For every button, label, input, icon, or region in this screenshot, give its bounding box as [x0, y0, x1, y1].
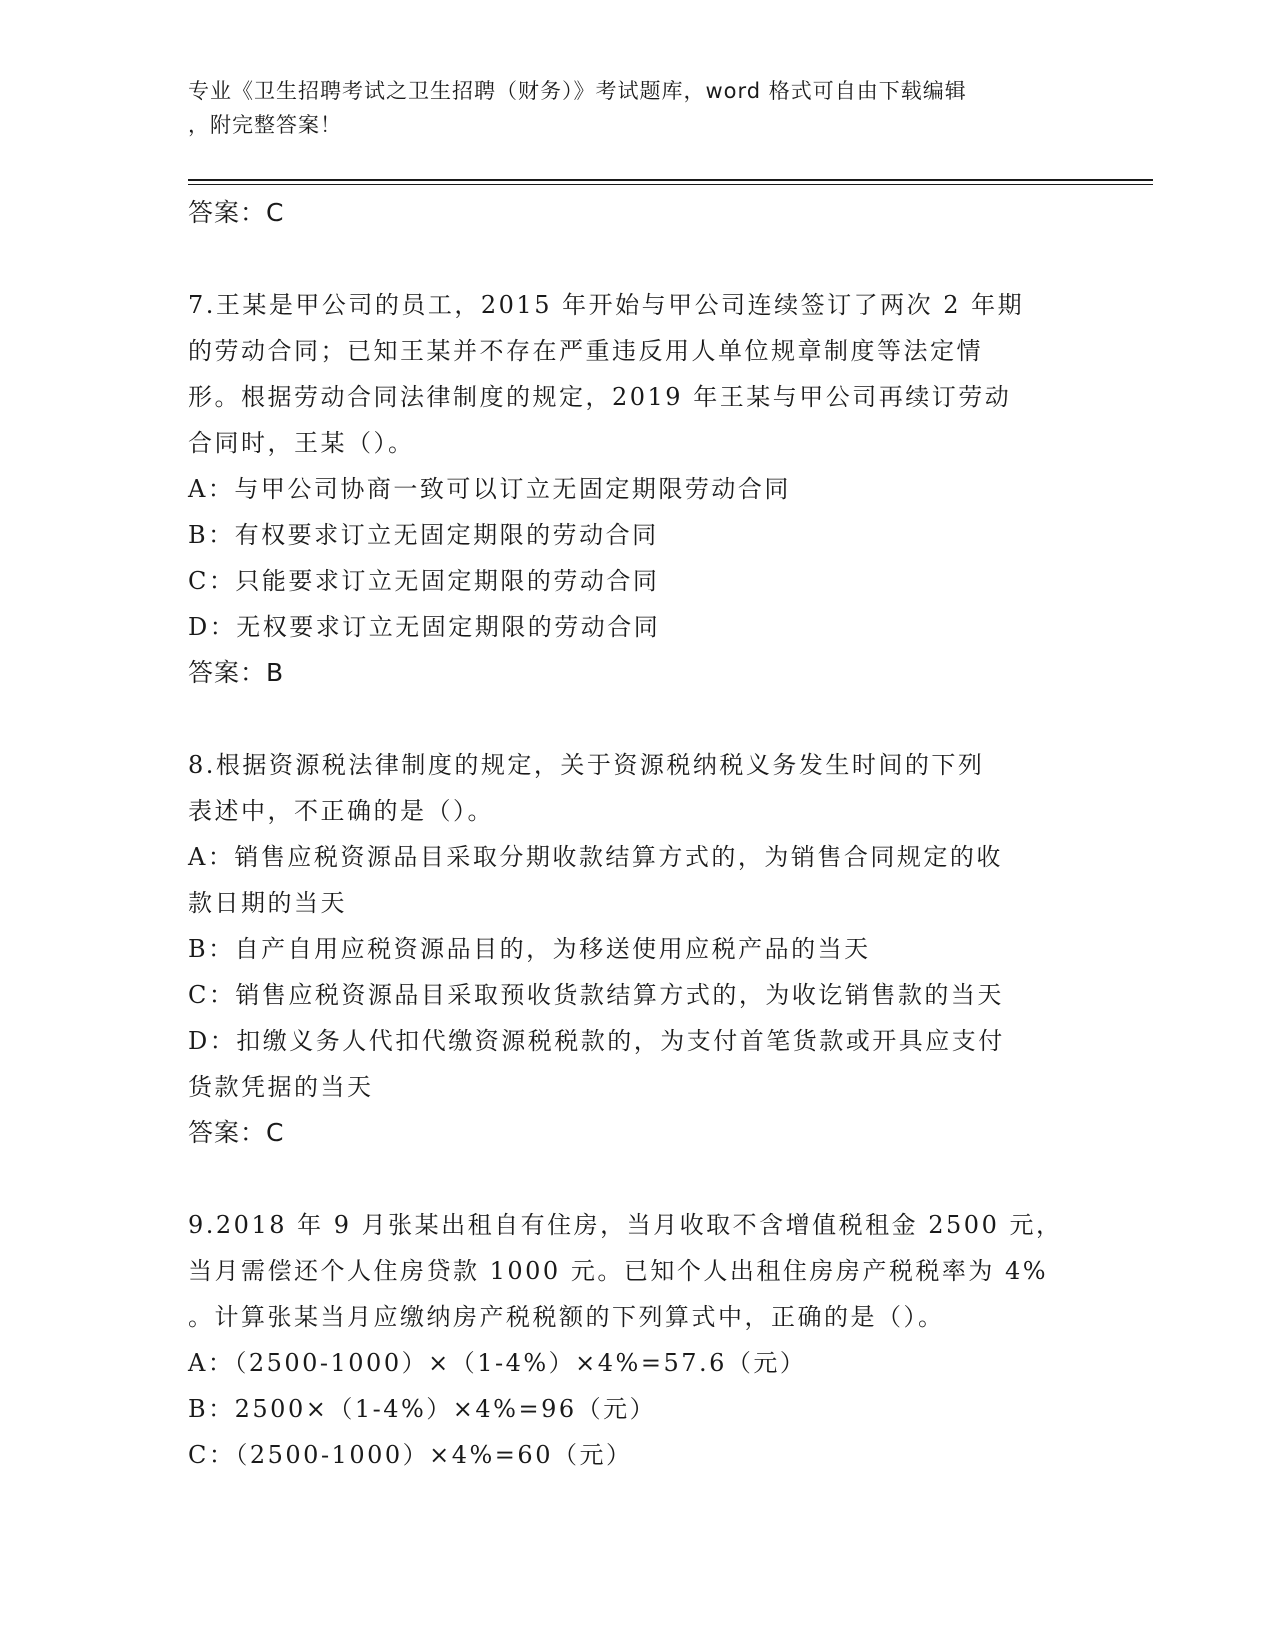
question-content — [188, 190, 1088, 1478]
question-text-line: 当月需偿还个人住房贷款 1000 元。已知个人出租住房房产税税率为 4% — [188, 1257, 1049, 1285]
question-7 — [188, 282, 1088, 696]
question-text-line: 。计算张某当月应缴纳房产税税额的下列算式中，正确的是（）。 — [188, 1303, 945, 1331]
question-text-line: 7.王某是甲公司的员工，2015 年开始与甲公司连续签订了两次 2 年期 — [188, 291, 1025, 319]
header-line: ，附完整答案！ — [188, 113, 342, 137]
question-text-line: 8.根据资源税法律制度的规定，关于资源税纳税义务发生时间的下列 — [188, 751, 985, 779]
option-b: B：有权要求订立无固定期限的劳动合同 — [188, 521, 659, 549]
header-line: 专业《卫生招聘考试之卫生招聘（财务）》考试题库，word 格式可自由下载编辑 — [188, 79, 967, 103]
option-d: D：扣缴义务人代扣代缴资源税税款的，为支付首笔货款或开具应支付 — [188, 1027, 1005, 1055]
question-8 — [188, 742, 1088, 1156]
question-text-line: 合同时，王某（）。 — [188, 429, 415, 457]
option-a: A：与甲公司协商一致可以订立无固定期限劳动合同 — [188, 475, 791, 503]
option-c: C：（2500-1000）×4%=60（元） — [188, 1441, 633, 1469]
option-d-continued: 货款凭据的当天 — [188, 1073, 374, 1101]
spacer — [188, 696, 1088, 742]
option-b: B：2500×（1-4%）×4%=96（元） — [188, 1395, 657, 1423]
question-text-line: 9.2018 年 9 月张某出租自有住房，当月收取不含增值税租金 2500 元， — [188, 1211, 1063, 1239]
document-header — [188, 74, 1068, 142]
option-d: D：无权要求订立无固定期限的劳动合同 — [188, 613, 661, 641]
option-a: A：销售应税资源品目采取分期收款结算方式的，为销售合同规定的收 — [188, 843, 1003, 871]
option-c: C：只能要求订立无固定期限的劳动合同 — [188, 567, 660, 595]
option-b: B：自产自用应税资源品目的，为移送使用应税产品的当天 — [188, 935, 871, 963]
answer: 答案：B — [188, 658, 285, 687]
previous-answer: 答案：C — [188, 198, 285, 227]
header-divider-thin — [188, 184, 1153, 185]
answer: 答案：C — [188, 1118, 285, 1147]
spacer — [188, 236, 1088, 282]
option-a: A：（2500-1000）×（1-4%）×4%=57.6（元） — [188, 1349, 807, 1377]
question-text-line: 形。根据劳动合同法律制度的规定，2019 年王某与甲公司再续订劳动 — [188, 383, 1012, 411]
option-c: C：销售应税资源品目采取预收货款结算方式的，为收讫销售款的当天 — [188, 981, 1004, 1009]
spacer — [188, 1156, 1088, 1202]
option-a-continued: 款日期的当天 — [188, 889, 347, 917]
header-divider — [188, 179, 1153, 181]
question-text-line: 表述中，不正确的是（）。 — [188, 797, 494, 825]
question-9 — [188, 1202, 1088, 1478]
question-text-line: 的劳动合同；已知王某并不存在严重违反用人单位规章制度等法定情 — [188, 337, 983, 365]
